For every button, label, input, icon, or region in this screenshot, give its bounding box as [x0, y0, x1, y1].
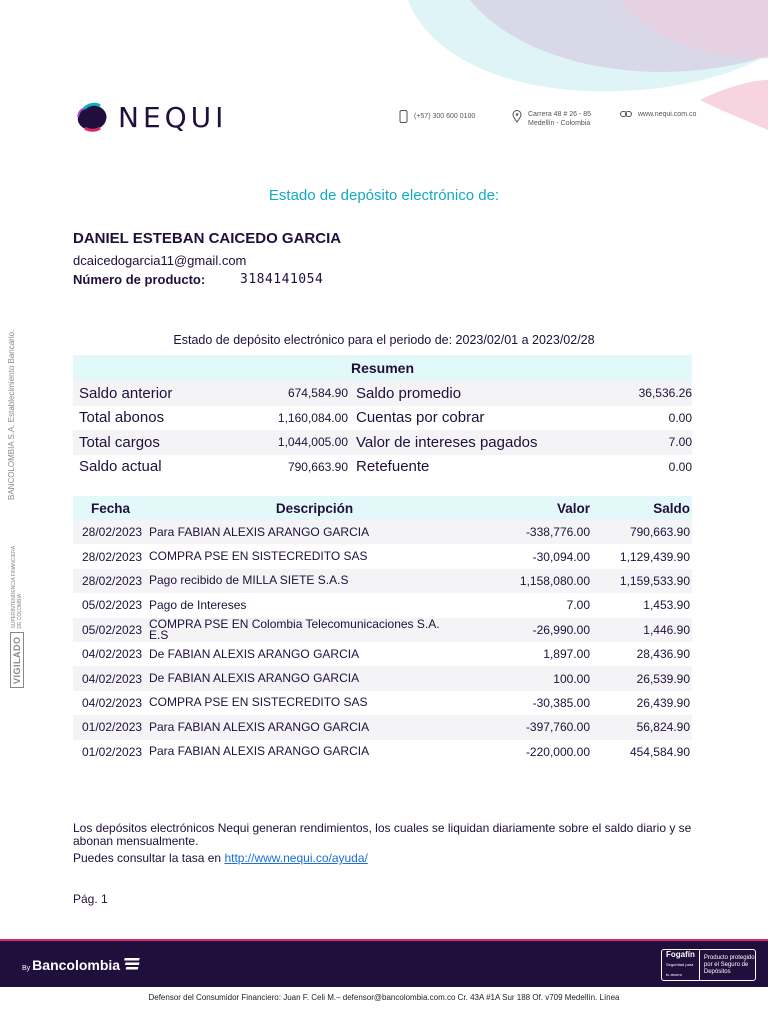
rate-note — [73, 851, 368, 865]
summary-right-label: Saldo promedio — [356, 384, 462, 402]
cell-fecha: 28/02/2023 — [82, 525, 143, 540]
table-row — [73, 544, 692, 568]
superintendencia-text: SUPERINTENDENCIA FINANCIERA DE COLOMBIA — [11, 546, 23, 629]
cell-saldo: 26,439.90 — [636, 695, 690, 710]
table-row — [73, 618, 692, 642]
transactions-header — [73, 496, 692, 520]
cell-valor: 100.00 — [553, 671, 590, 686]
customer-email: dcaicedogarcia11@gmail.com — [73, 253, 247, 268]
summary-left-label: Total cargos — [79, 433, 160, 451]
table-row — [73, 691, 692, 715]
cell-descripcion: Para FABIAN ALEXIS ARANGO GARCIA — [149, 719, 370, 734]
defensor-text: Defensor del Consumidor Financiero: Juan F. Celi M.– defensor@bancolombia.com.co Cr. 43A #1A Sur 188 Of. v709 Medellín. Línea — [148, 993, 620, 1002]
cell-descripcion: Pago de Intereses — [149, 597, 247, 612]
cell-descripcion: Pago recibido de MILLA SIETE S.A.S — [149, 573, 349, 588]
link-icon — [620, 110, 632, 118]
bancolombia-stripes-icon — [124, 957, 142, 971]
summary-row — [73, 406, 692, 431]
cell-fecha: 04/02/2023 — [82, 647, 143, 662]
location-pin-icon — [512, 110, 522, 123]
transactions-body — [73, 520, 692, 764]
table-row — [73, 593, 692, 617]
cell-fecha: 04/02/2023 — [82, 695, 143, 710]
nequi-logo — [74, 100, 227, 134]
summary-right-value: 0.00 — [668, 459, 692, 474]
cell-saldo: 56,824.90 — [636, 720, 690, 735]
cell-fecha: 04/02/2023 — [82, 671, 143, 686]
contact-address: Carrera 48 # 26 - 85 Medellín - Colombia — [512, 110, 591, 128]
transactions-table — [73, 496, 692, 764]
cell-saldo: 28,436.90 — [636, 647, 690, 662]
vigilado-seal — [10, 538, 24, 688]
nequi-wordmark: NEQUI — [118, 100, 228, 134]
summary-left-value: 674,584.90 — [287, 386, 348, 401]
summary-left-label: Total abonos — [79, 409, 165, 427]
cell-saldo: 1,159,533.90 — [619, 573, 690, 588]
cell-descripcion: Para FABIAN ALEXIS ARANGO GARCIA — [149, 744, 370, 759]
cell-saldo: 26,539.90 — [636, 671, 690, 686]
cell-valor: -30,094.00 — [532, 549, 590, 564]
cell-descripcion: Para FABIAN ALEXIS ARANGO GARCIA — [149, 524, 370, 539]
cell-saldo: 454,584.90 — [629, 744, 690, 759]
summary-right-label: Cuentas por cobrar — [356, 409, 485, 427]
statement-period: Estado de depósito electrónico para el periodo de: 2023/02/01 a 2023/02/28 — [173, 333, 595, 347]
summary-left-value: 1,044,005.00 — [277, 435, 348, 450]
vigilado-label: VIGILADO — [10, 632, 24, 688]
cell-fecha: 28/02/2023 — [82, 573, 143, 588]
table-row — [73, 666, 692, 690]
cell-valor: 1,897.00 — [543, 647, 590, 662]
table-row — [73, 740, 692, 764]
summary-right-value: 0.00 — [668, 410, 692, 425]
cell-fecha: 05/02/2023 — [82, 598, 143, 613]
column-header-descripcion: Descripción — [275, 500, 354, 516]
cell-fecha: 05/02/2023 — [82, 622, 143, 637]
summary-table — [73, 355, 692, 479]
cell-valor: -26,990.00 — [532, 622, 590, 637]
summary-right-label: Valor de intereses pagados — [356, 433, 538, 451]
cell-descripcion: De FABIAN ALEXIS ARANGO GARCIA — [149, 646, 360, 661]
cell-saldo: 1,129,439.90 — [619, 549, 690, 564]
summary-left-label: Saldo actual — [79, 458, 162, 476]
product-number-label: Número de producto: — [73, 272, 206, 287]
nequi-logo-icon — [74, 100, 110, 134]
summary-heading: Resumen — [73, 355, 692, 381]
summary-right-value: 7.00 — [668, 435, 692, 450]
summary-row — [73, 381, 692, 406]
statement-title: Estado de depósito electrónico de: — [268, 187, 500, 204]
summary-left-label: Saldo anterior — [79, 384, 173, 402]
column-header-valor: Valor — [556, 500, 590, 516]
fogafin-name: Fogafín Seguridad para tu ahorro — [662, 950, 700, 980]
table-row — [73, 520, 692, 544]
column-header-fecha: Fecha — [91, 500, 131, 516]
cell-fecha: 28/02/2023 — [82, 549, 143, 564]
cell-fecha: 01/02/2023 — [82, 744, 143, 759]
interest-note: Los depósitos electrónicos Nequi generan rendimientos, los cuales se liquidan diariamente sobre el saldo diario y se abonan mensualmente. — [73, 821, 692, 848]
table-row — [73, 715, 692, 739]
rate-note-text: Puedes consultar la tasa en — [73, 851, 225, 865]
bancolombia-logo: By Bancolombia — [22, 957, 142, 973]
summary-left-value: 1,160,084.00 — [277, 410, 348, 425]
fogafin-description: Producto protegido por el Seguro de Depósitos — [703, 954, 755, 975]
summary-right-label: Retefuente — [356, 458, 430, 476]
cell-saldo: 1,446.90 — [643, 622, 690, 637]
cell-descripcion: COMPRA PSE EN SISTECREDITO SAS — [149, 549, 368, 564]
footer-bar — [0, 939, 768, 987]
table-row — [73, 569, 692, 593]
cell-valor: 7.00 — [566, 598, 590, 613]
contact-phone: (+57) 300 600 0100 — [399, 110, 475, 123]
bank-legal-text: BANCOLOMBIA S.A. Establecimiento Bancario. — [7, 329, 16, 500]
product-number-value: 3184141054 — [240, 272, 324, 287]
summary-right-value: 36,536.26 — [638, 386, 692, 401]
help-link[interactable]: http://www.nequi.co/ayuda/ — [224, 851, 368, 865]
summary-left-value: 790,663.90 — [287, 459, 348, 474]
fogafin-badge — [661, 949, 756, 981]
column-header-saldo: Saldo — [653, 500, 690, 516]
cell-valor: -338,776.00 — [525, 525, 590, 540]
table-row — [73, 642, 692, 666]
cell-saldo: 1,453.90 — [643, 598, 690, 613]
cell-valor: 1,158,080.00 — [519, 573, 590, 588]
cell-fecha: 01/02/2023 — [82, 720, 143, 735]
cell-descripcion: COMPRA PSE EN SISTECREDITO SAS — [149, 695, 368, 710]
customer-name: DANIEL ESTEBAN CAICEDO GARCIA — [73, 230, 342, 247]
contact-website[interactable]: www.nequi.com.co — [620, 110, 696, 119]
summary-row — [73, 455, 692, 480]
cell-descripcion: COMPRA PSE EN Colombia Telecomunicaciones S.A. E.S — [149, 616, 440, 642]
phone-icon — [399, 110, 408, 123]
page-number: Pág. 1 — [73, 892, 108, 906]
cell-valor: -397,760.00 — [525, 720, 590, 735]
cell-valor: -30,385.00 — [532, 695, 590, 710]
cell-descripcion: De FABIAN ALEXIS ARANGO GARCIA — [149, 671, 360, 686]
summary-row — [73, 430, 692, 455]
cell-saldo: 790,663.90 — [629, 525, 690, 540]
cell-valor: -220,000.00 — [525, 744, 590, 759]
